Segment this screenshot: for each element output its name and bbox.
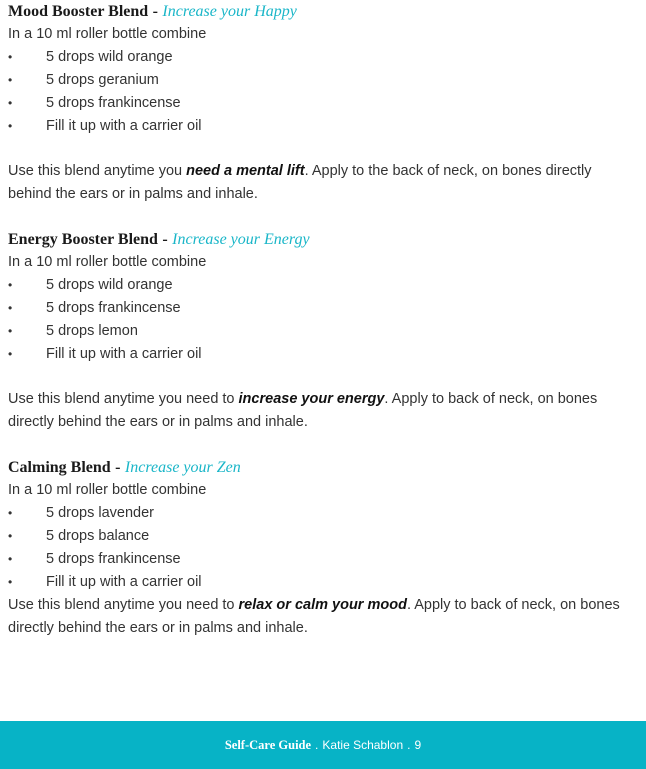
blend-separator: - (152, 3, 158, 20)
ingredient-text: 5 drops frankincense (46, 95, 181, 111)
blend-subtitle: Increase your Zen (124, 459, 241, 476)
ingredient-text: Fill it up with a carrier oil (46, 346, 202, 362)
blend-heading (8, 456, 638, 479)
blend-heading (8, 228, 638, 251)
blend-intro: In a 10 ml roller bottle combine (8, 482, 207, 498)
ingredient-text: 5 drops geranium (46, 72, 159, 88)
ingredient-list (8, 502, 638, 594)
ingredient-item (8, 320, 638, 343)
blend-intro: In a 10 ml roller bottle combine (8, 26, 207, 42)
spacer (8, 366, 638, 388)
usage-text: Use this blend anytime you (8, 163, 187, 179)
footer-author: Katie Schablon (322, 738, 404, 752)
blend-separator: - (162, 231, 168, 248)
ingredient-item (8, 502, 638, 525)
ingredient-text: 5 drops frankincense (46, 300, 181, 316)
ingredient-item (8, 525, 638, 548)
blend-separator: - (115, 459, 121, 476)
ingredient-text: 5 drops wild orange (46, 277, 173, 293)
ingredient-item (8, 46, 638, 69)
bullet-icon: • (8, 529, 13, 543)
bullet-icon: • (8, 301, 13, 315)
bullet-icon: • (8, 278, 13, 292)
ingredient-text: Fill it up with a carrier oil (46, 118, 202, 134)
blend-section-mood (8, 0, 638, 206)
bullet-icon: • (8, 50, 13, 64)
blend-section-calming (8, 456, 638, 640)
footer-separator: . (315, 738, 319, 752)
ingredient-item (8, 274, 638, 297)
usage-text: . Apply to the back of neck, on bones directly behind the ears or in palms and inhale. (8, 163, 592, 202)
ingredient-text: Fill it up with a carrier oil (46, 574, 202, 590)
ingredient-item (8, 571, 638, 594)
ingredient-text: 5 drops lemon (46, 323, 138, 339)
blend-name: Mood Booster Blend (8, 3, 149, 20)
ingredient-list (8, 46, 638, 138)
ingredient-text: 5 drops balance (46, 528, 150, 544)
usage-text: . Apply to back of neck, on bones directly behind the ears or in palms and inhale. (8, 597, 620, 636)
blend-subtitle: Increase your Energy (172, 231, 310, 248)
blend-intro: In a 10 ml roller bottle combine (8, 254, 207, 270)
ingredient-item (8, 69, 638, 92)
ingredient-text: 5 drops frankincense (46, 551, 181, 567)
spacer (8, 138, 638, 160)
footer-separator: . (407, 738, 411, 752)
ingredient-item (8, 92, 638, 115)
bullet-icon: • (8, 324, 13, 338)
usage-text: Use this blend anytime you need to (8, 391, 239, 407)
spacer (8, 206, 638, 228)
usage-text: . Apply to back of neck, on bones directly behind the ears or in palms and inhale. (8, 391, 598, 430)
bullet-icon: • (8, 96, 13, 110)
bullet-icon: • (8, 73, 13, 87)
usage-emphasis: relax or calm your mood (238, 597, 407, 613)
blend-name: Energy Booster Blend (8, 231, 158, 248)
ingredient-text: 5 drops wild orange (46, 49, 173, 65)
ingredient-item (8, 343, 638, 366)
page-number: 9 (414, 738, 422, 752)
blend-name: Calming Blend (8, 459, 111, 476)
page-footer (0, 721, 646, 769)
ingredient-text: 5 drops lavender (46, 505, 155, 521)
blend-subtitle: Increase your Happy (162, 3, 297, 20)
bullet-icon: • (8, 575, 13, 589)
ingredient-list (8, 274, 638, 366)
blend-section-energy (8, 228, 638, 434)
usage-text: Use this blend anytime you need to (8, 597, 239, 613)
usage-paragraph (8, 594, 633, 640)
usage-paragraph (8, 160, 633, 206)
bullet-icon: • (8, 119, 13, 133)
bullet-icon: • (8, 506, 13, 520)
ingredient-item (8, 297, 638, 320)
ingredient-item (8, 548, 638, 571)
spacer (8, 434, 638, 456)
bullet-icon: • (8, 552, 13, 566)
usage-paragraph (8, 388, 633, 434)
ingredient-item (8, 115, 638, 138)
blend-heading (8, 0, 638, 23)
page-content (8, 0, 638, 640)
usage-emphasis: increase your energy (238, 391, 385, 407)
footer-guide-title: Self-Care Guide (224, 737, 312, 752)
bullet-icon: • (8, 347, 13, 361)
usage-emphasis: need a mental lift (186, 163, 305, 179)
